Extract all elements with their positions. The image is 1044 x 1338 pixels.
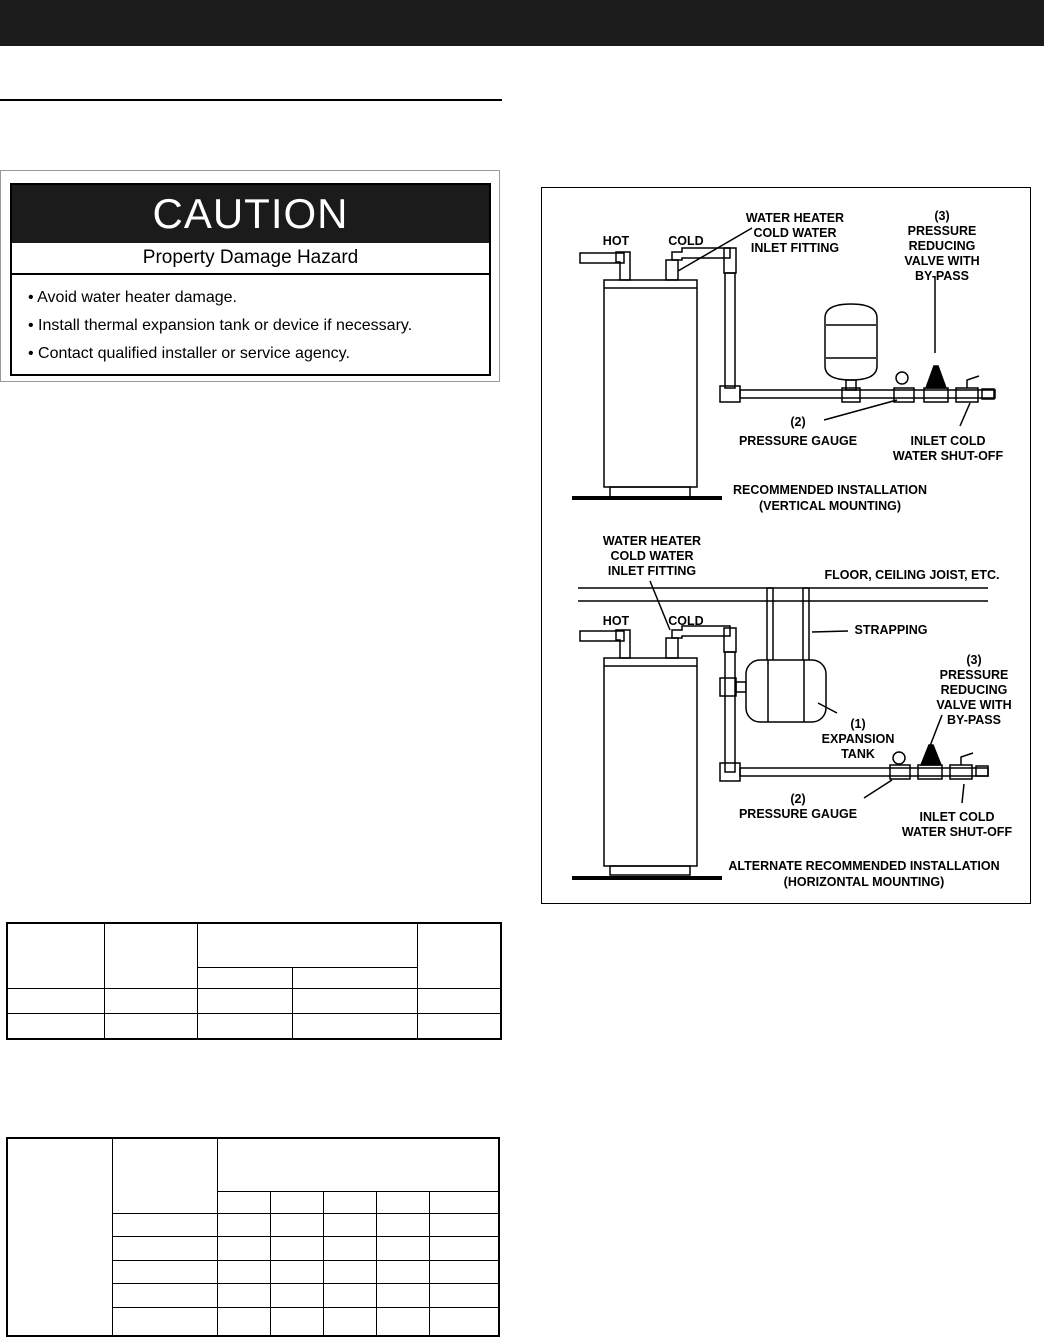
label-prv-2: PRESSURE <box>907 224 977 238</box>
table-cell <box>293 968 418 988</box>
caption-horizontal-2: (HORIZONTAL MOUNTING) <box>783 875 945 889</box>
caution-bullet-2: • Install thermal expansion tank or device if necessary. <box>28 317 413 334</box>
table-row <box>7 988 501 1013</box>
label-prv-1: (3) <box>934 209 950 223</box>
table-cell <box>7 1138 113 1336</box>
label-shutoff-h-2: WATER SHUT-OFF <box>901 825 1013 839</box>
caution-subtitle: Property Damage Hazard <box>12 243 489 275</box>
label-prv-h-3: REDUCING <box>940 683 1008 697</box>
table-cell <box>218 1138 500 1191</box>
expansion-tank-vertical <box>825 304 877 380</box>
label-tank-2: EXPANSION <box>821 732 895 746</box>
label-floor: FLOOR, CEILING JOIST, ETC. <box>824 568 1000 582</box>
caution-bullet-1: • Avoid water heater damage. <box>28 289 237 306</box>
label-gauge-h-2: PRESSURE GAUGE <box>738 807 858 821</box>
label-inlet-fitting-h-3: INLET FITTING <box>607 564 697 578</box>
label-inlet-fitting-h-1: WATER HEATER <box>602 534 702 548</box>
label-prv-h-1: (3) <box>966 653 982 667</box>
caution-title: CAUTION <box>12 185 489 243</box>
label-prv-4: VALVE WITH <box>904 254 980 268</box>
label-prv-h-2: PRESSURE <box>939 668 1009 682</box>
heater-base-horizontal <box>610 866 690 875</box>
label-cold-vertical: COLD <box>668 234 704 248</box>
shutoff-valve-horizontal <box>950 765 972 779</box>
table-row <box>7 1014 501 1039</box>
label-prv-h-5: BY-PASS <box>947 713 1001 727</box>
label-inlet-fitting-2: COLD WATER <box>753 226 837 240</box>
caution-label <box>10 183 491 376</box>
label-tank-1: (1) <box>850 717 866 731</box>
header-bar <box>0 0 1044 46</box>
tee-horizontal <box>720 678 736 696</box>
installation-diagram <box>541 187 1031 904</box>
cold-vertical-pipe <box>725 273 735 388</box>
label-gauge-h-1: (2) <box>790 792 806 806</box>
water-heater-horizontal <box>604 658 697 866</box>
label-hot-vertical: HOT <box>602 234 630 248</box>
table-cell <box>418 923 502 988</box>
installation-diagram-svg <box>542 188 1032 905</box>
label-inlet-fitting-3: INLET FITTING <box>750 241 840 255</box>
table-cell <box>105 923 198 988</box>
label-shutoff-1: INLET COLD <box>910 434 986 448</box>
label-strapping: STRAPPING <box>854 623 928 637</box>
caption-vertical-2: (VERTICAL MOUNTING) <box>758 499 902 513</box>
label-tank-3: TANK <box>841 747 875 761</box>
hot-elbow <box>616 252 630 280</box>
leader-gauge <box>824 400 897 420</box>
label-cold-horizontal: COLD <box>668 614 704 628</box>
pressure-gauge-horizontal <box>893 752 905 764</box>
label-inlet-fitting-1: WATER HEATER <box>745 211 845 225</box>
heater-base <box>610 487 690 497</box>
pressure-gauge-vertical <box>896 372 908 384</box>
table-cell <box>198 923 418 968</box>
pressure-reducing-valve-horizontal <box>921 745 941 765</box>
label-gauge-1: (2) <box>790 415 806 429</box>
label-prv-5: BY-PASS <box>915 269 969 283</box>
label-shutoff-2: WATER SHUT-OFF <box>892 449 1004 463</box>
label-prv-h-4: VALVE WITH <box>936 698 1012 712</box>
leader-shutoff <box>960 403 970 426</box>
cold-nipple <box>666 260 678 280</box>
caption-horizontal-1: ALTERNATE RECOMMENDED INSTALLATION <box>728 859 1000 873</box>
label-prv-3: REDUCING <box>908 239 976 253</box>
label-gauge-2: PRESSURE GAUGE <box>738 434 858 448</box>
table-thermal-expansion <box>6 922 502 1040</box>
label-inlet-fitting-h-2: COLD WATER <box>610 549 694 563</box>
table-cell <box>198 968 293 988</box>
section-rule <box>0 99 502 101</box>
expansion-tank-horizontal <box>746 660 826 722</box>
table-cell <box>7 923 105 988</box>
table-cell <box>113 1138 218 1214</box>
caption-vertical-1: RECOMMENDED INSTALLATION <box>733 483 927 497</box>
label-shutoff-h-1: INLET COLD <box>919 810 995 824</box>
pressure-reducing-valve-vertical <box>926 366 946 388</box>
table-tank-sizing <box>6 1137 500 1337</box>
label-hot-horizontal: HOT <box>602 614 630 628</box>
water-heater-vertical <box>604 280 697 487</box>
caution-bullet-3: • Contact qualified installer or service agency. <box>28 345 350 362</box>
